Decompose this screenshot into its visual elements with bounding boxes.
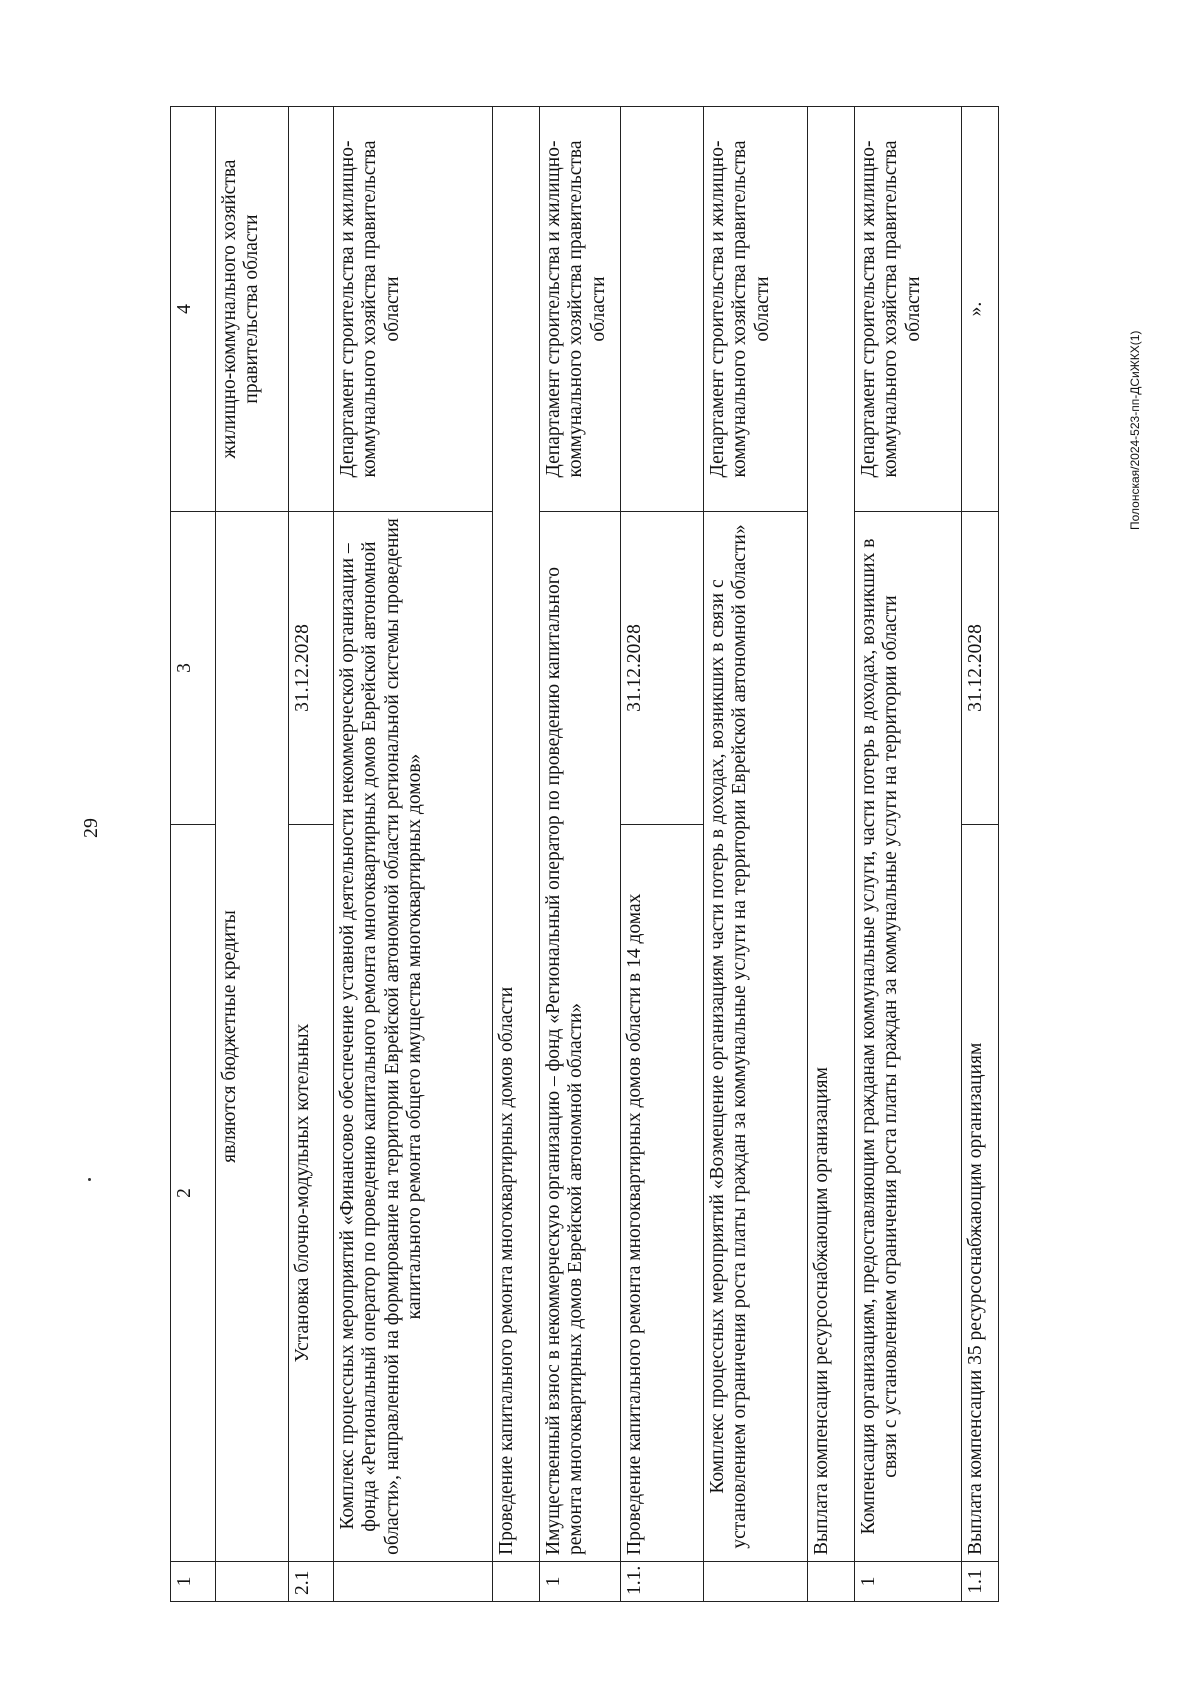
row-number xyxy=(334,1562,493,1602)
row-number xyxy=(704,1562,808,1602)
row-responsible: Департамент строительства и жилищно-коммунального хозяйства правительства области xyxy=(855,107,962,512)
table-row xyxy=(493,107,540,1602)
row-responsible: Департамент строительства и жилищно-коммунального хозяйства правительства области xyxy=(334,107,493,512)
header-col-3: 3 xyxy=(171,512,216,825)
row-date: 31.12.2028 xyxy=(621,512,704,825)
table-row xyxy=(289,107,334,1602)
table-row xyxy=(621,107,704,1602)
table-row xyxy=(540,107,621,1602)
row-responsible xyxy=(289,107,334,512)
row-text: Проведение капитального ремонта многоквартирных домов области xyxy=(493,107,540,1562)
table-row xyxy=(216,107,289,1602)
row-number: 2.1 xyxy=(289,1562,334,1602)
rotated-table-container xyxy=(170,107,986,1602)
row-text: Компенсация организациям, предоставляющим гражданам коммунальные услуги, части потерь в доходах, возникших в связи с установлением ограничения роста платы граждан за коммунальные услуги на территории области xyxy=(855,512,962,1562)
page-number: 29 xyxy=(80,818,102,838)
row-number xyxy=(493,1562,540,1602)
row-responsible: Департамент строительства и жилищно-коммунального хозяйства правительства области xyxy=(540,107,621,512)
table-header-row xyxy=(171,107,216,1602)
row-responsible: жилищно-коммунального хозяйства правительства области xyxy=(216,107,289,512)
row-date: 31.12.2028 xyxy=(962,512,999,825)
row-number: 1 xyxy=(855,1562,962,1602)
header-col-2: 2 xyxy=(171,825,216,1562)
row-text: Установка блочно-модульных котельных xyxy=(289,825,334,1562)
row-responsible: ». xyxy=(962,107,999,512)
row-text: Имущественный взнос в некоммерческую организацию – фонд «Региональный оператор по проведению капитального ремонта многоквартирных домов Еврейской автономной области» xyxy=(540,512,621,1562)
row-text: Комплекс процессных мероприятий «Возмещение организациям части потерь в доходах, возникших в связи с установлением ограничения роста платы граждан за коммунальные услуги на территории Еврейской автономной области» xyxy=(704,512,808,1562)
table-row xyxy=(855,107,962,1602)
row-number: 1 xyxy=(540,1562,621,1602)
document-code: Полонская/2024-523-пп-ДСиЖКХ(1) xyxy=(1128,330,1142,530)
row-date: 31.12.2028 xyxy=(289,512,334,825)
row-text: Выплата компенсации 35 ресурсоснабжающим организациям xyxy=(962,825,999,1562)
row-number xyxy=(216,1562,289,1602)
header-col-1: 1 xyxy=(171,1562,216,1602)
row-responsible: Департамент строительства и жилищно-коммунального хозяйства правительства области xyxy=(704,107,808,512)
table-row xyxy=(704,107,808,1602)
measures-table xyxy=(170,106,999,1602)
header-col-4: 4 xyxy=(171,107,216,512)
row-number xyxy=(808,1562,855,1602)
row-text: Комплекс процессных мероприятий «Финансовое обеспечение уставной деятельности некоммерческой организации – фонда «Региональный оператор по проведению капитального ремонта многоквартирных домов Еврейской автономной области», направленной на формирование на территории Еврейской автономной области региональной системы проведения капитального ремонта общего имущества многоквартирных домов» xyxy=(334,512,493,1562)
row-number: 1.1 xyxy=(962,1562,999,1602)
table-row xyxy=(962,107,999,1602)
row-responsible xyxy=(621,107,704,512)
scan-speck xyxy=(88,1178,91,1181)
table-row xyxy=(334,107,493,1602)
row-number: 1.1. xyxy=(621,1562,704,1602)
table-row xyxy=(808,107,855,1602)
row-text: являются бюджетные кредиты xyxy=(216,512,289,1562)
row-text: Проведение капитального ремонта многоквартирных домов области в 14 домах xyxy=(621,825,704,1562)
row-text: Выплата компенсации ресурсоснабжающим организациям xyxy=(808,107,855,1562)
